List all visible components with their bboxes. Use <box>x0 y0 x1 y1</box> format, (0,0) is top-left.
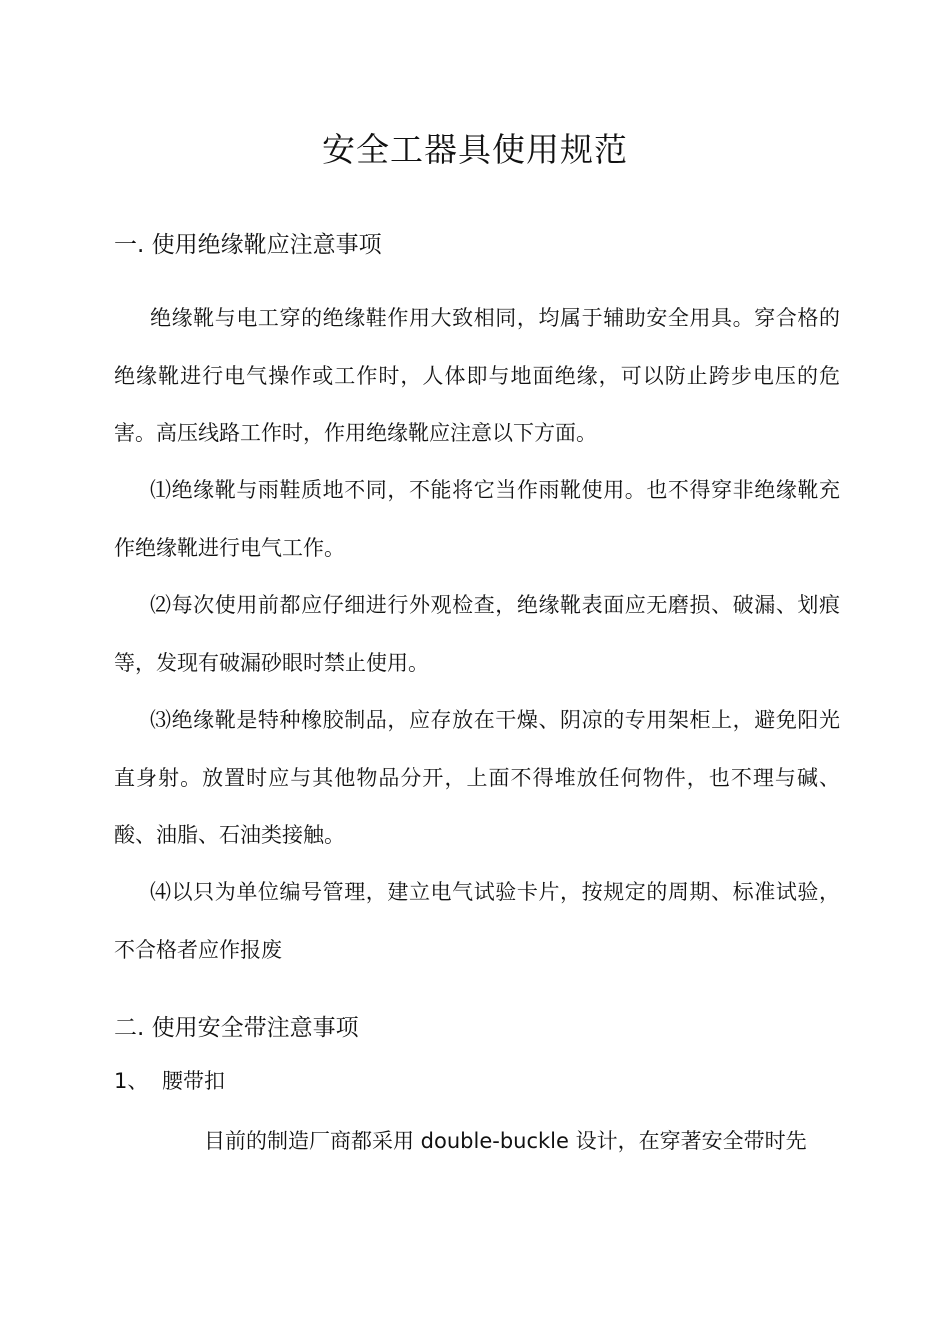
subheading-waist-buckle <box>114 1066 225 1096</box>
section-heading-safety-belt: 二. 使用安全带注意事项 <box>114 1015 359 1041</box>
subheading-number: 1、 <box>114 1069 149 1093</box>
paragraph-item-2: ⑵每次使用前都应仔细进行外观检查，绝缘靴表面应无磨损、破漏、划痕等，发现有破漏砂眼时禁止使用。 <box>114 593 840 675</box>
section-heading-insulated-boots: 一. 使用绝缘靴应注意事项 <box>114 232 382 258</box>
paragraph-buckle-text: 目前的制造厂商都采用 double-buckle 设计，在穿著安全带时先 <box>204 1129 807 1153</box>
paragraph-intro: 绝缘靴与电工穿的绝缘鞋作用大致相同，均属于辅助安全用具。穿合格的绝缘靴进行电气操作或工作时，人体即与地面绝缘，可以防止跨步电压的危害。高压线路工作时，作用绝缘靴应注意以下方面。 <box>114 306 840 445</box>
paragraph-item-4: ⑷以只为单位编号管理，建立电气试验卡片，按规定的周期、标准试验，不合格者应作报废 <box>114 880 840 962</box>
paragraph-item-3: ⑶绝缘靴是特种橡胶制品，应存放在干燥、阴凉的专用架柜上，避免阳光直身射。放置时应与其他物品分开，上面不得堆放任何物件，也不理与碱、酸、油脂、石油类接触。 <box>114 708 840 847</box>
subheading-label: 腰带扣 <box>162 1069 225 1093</box>
paragraph-item-1: ⑴绝缘靴与雨鞋质地不同，不能将它当作雨靴使用。也不得穿非绝缘靴充作绝缘靴进行电气工作。 <box>114 478 840 560</box>
document-title: 安全工器具使用规范 <box>322 130 628 169</box>
